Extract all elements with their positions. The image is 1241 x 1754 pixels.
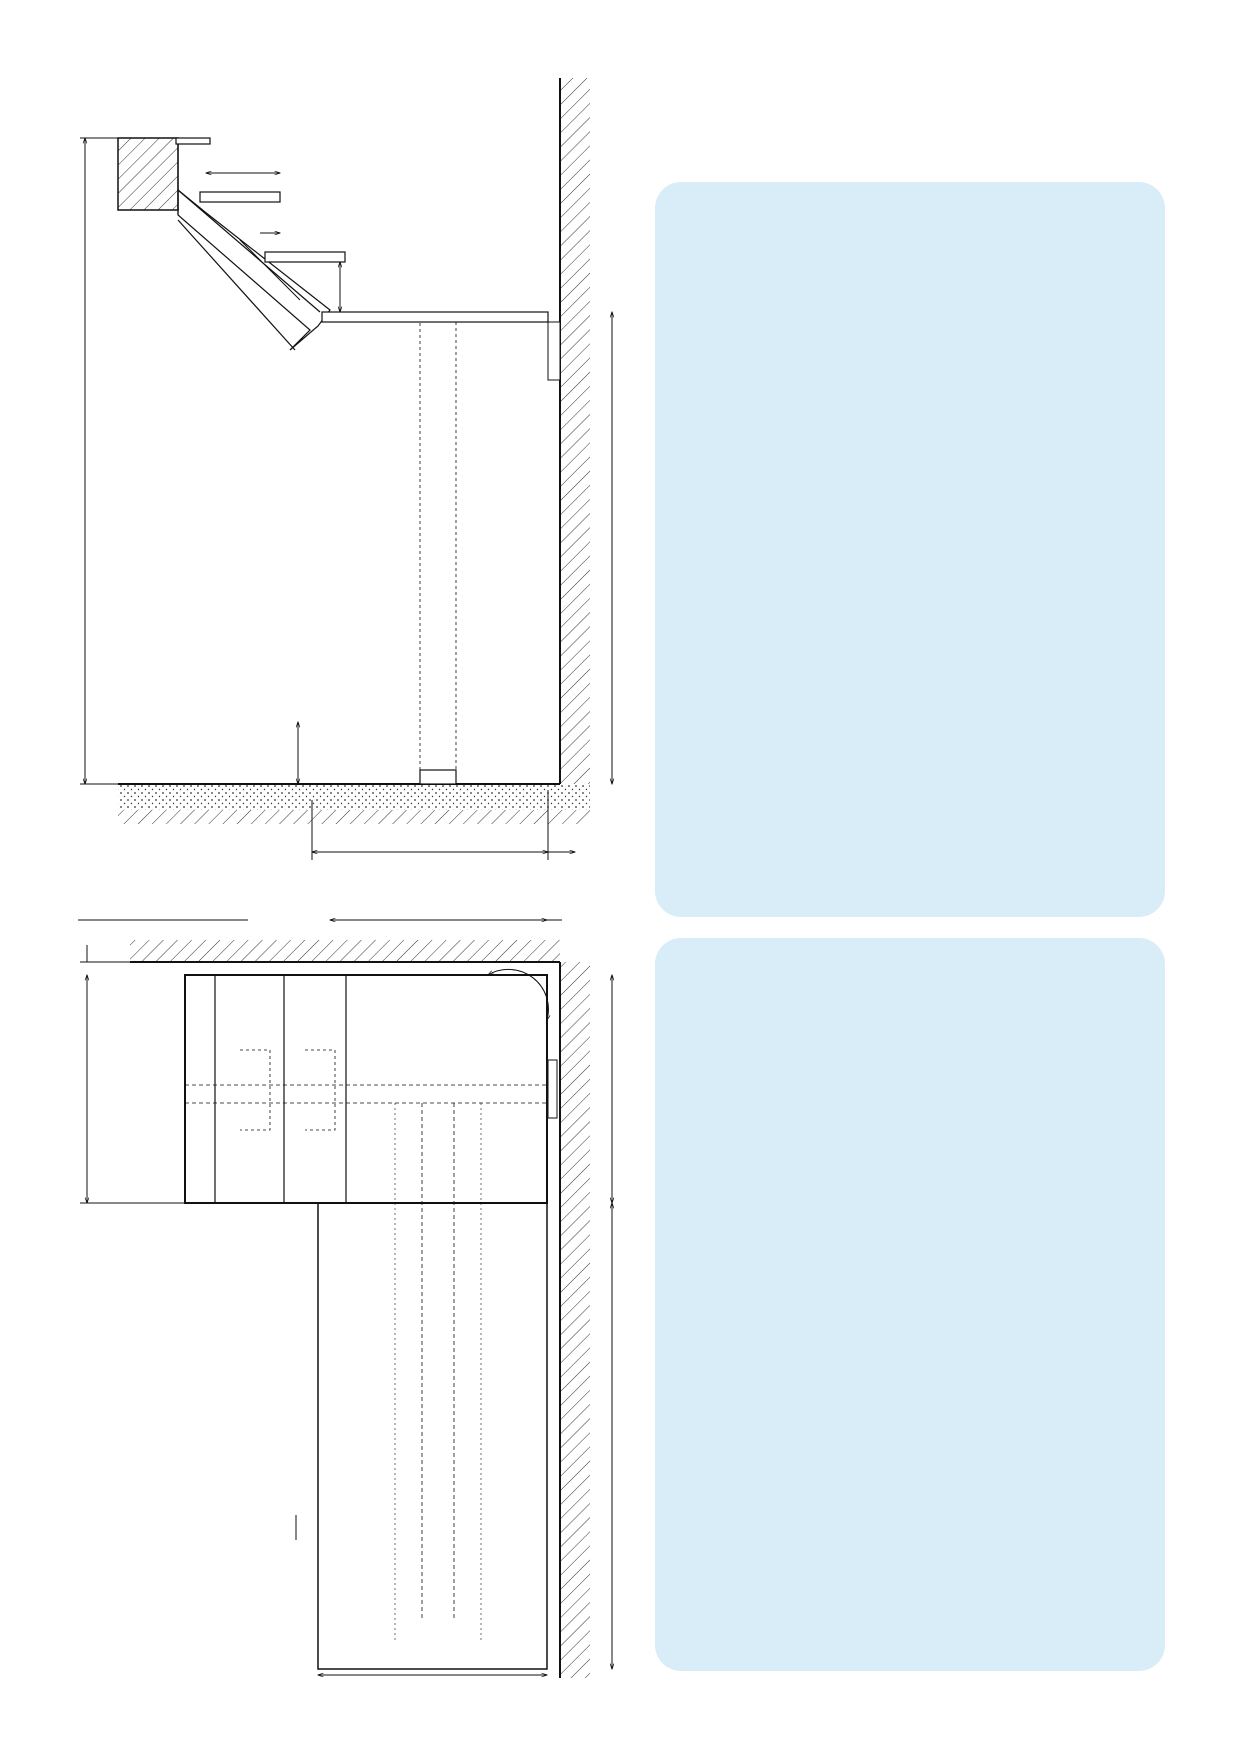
- plan-view-drawing: [78, 920, 612, 1678]
- side-elevation-drawing: [80, 78, 612, 860]
- french-spec-panel: [655, 938, 1165, 1671]
- dutch-spec-panel: [655, 182, 1165, 917]
